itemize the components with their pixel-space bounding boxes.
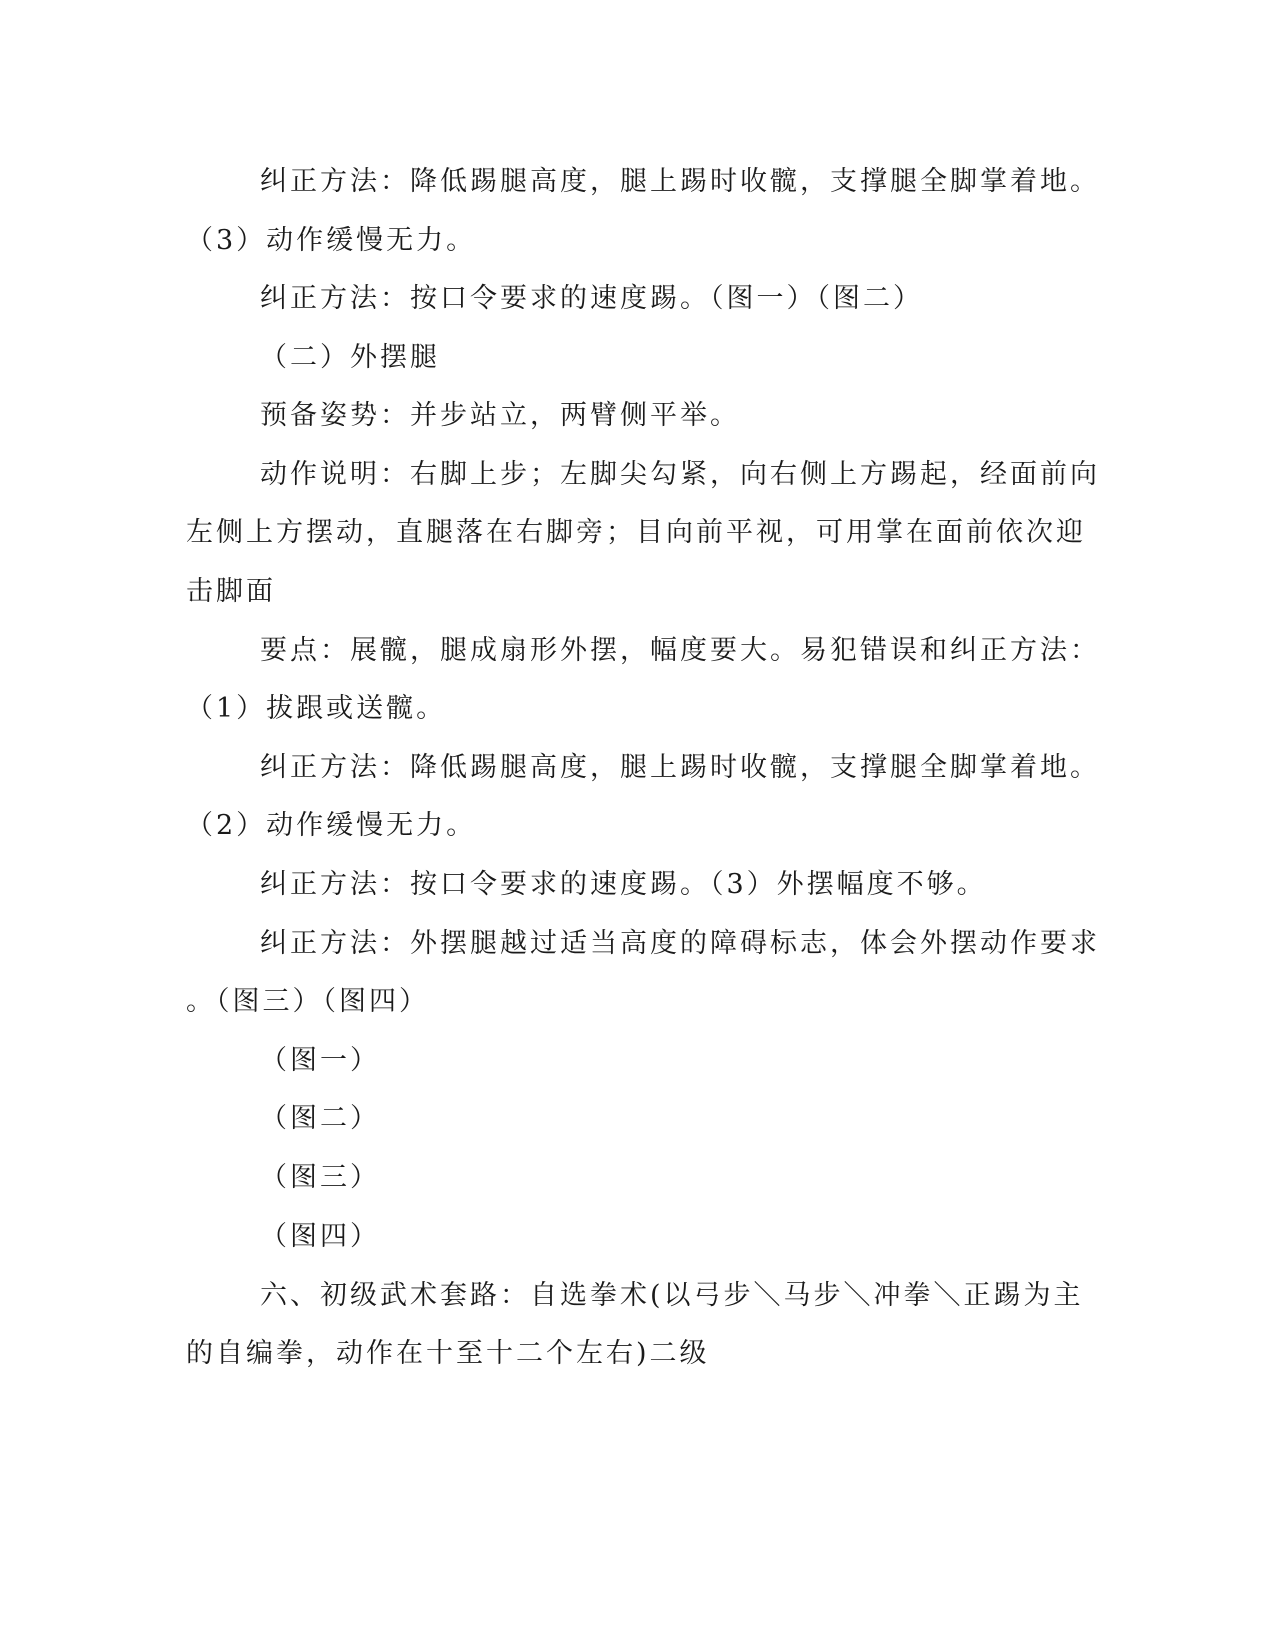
figure-caption: （图三） xyxy=(260,1162,380,1193)
paragraph-line: （2）动作缓慢无力。 xyxy=(186,810,477,841)
paragraph-line: 纠正方法：降低踢腿高度，腿上踢时收髋，支撑腿全脚掌着地。 xyxy=(260,166,1100,197)
paragraph-line: 击脚面 xyxy=(186,576,276,607)
figure-caption: （图二） xyxy=(260,1103,380,1134)
paragraph-line: （3）动作缓慢无力。 xyxy=(186,225,477,256)
paragraph-line: 动作说明：右脚上步；左脚尖勾紧，向右侧上方踢起，经面前向 xyxy=(260,459,1100,490)
paragraph-line: 要点：展髋，腿成扇形外摆，幅度要大。易犯错误和纠正方法： xyxy=(260,635,1100,666)
figure-caption: （图一） xyxy=(260,1045,380,1076)
paragraph-line: 。（图三）（图四） xyxy=(186,986,429,1017)
paragraph-line: 六、初级武术套路：自选拳术(以弓步＼马步＼冲拳＼正踢为主 xyxy=(260,1280,1084,1311)
paragraph-line: 的自编拳，动作在十至十二个左右)二级 xyxy=(186,1338,710,1369)
figure-caption: （图四） xyxy=(260,1221,380,1252)
paragraph-line: 预备姿势：并步站立，两臂侧平举。 xyxy=(260,400,740,431)
paragraph-line: 左侧上方摆动，直腿落在右脚旁；目向前平视，可用掌在面前依次迎 xyxy=(186,517,1086,548)
paragraph-line: （1）拔跟或送髋。 xyxy=(186,693,447,724)
paragraph-line: 纠正方法：按口令要求的速度踢。（3）外摆幅度不够。 xyxy=(260,869,987,900)
paragraph-line: 纠正方法：外摆腿越过适当高度的障碍标志，体会外摆动作要求 xyxy=(260,928,1100,959)
section-heading: （二）外摆腿 xyxy=(260,342,440,373)
paragraph-line: 纠正方法：降低踢腿高度，腿上踢时收髋，支撑腿全脚掌着地。 xyxy=(260,752,1100,783)
paragraph-line: 纠正方法：按口令要求的速度踢。（图一）（图二） xyxy=(260,283,923,314)
